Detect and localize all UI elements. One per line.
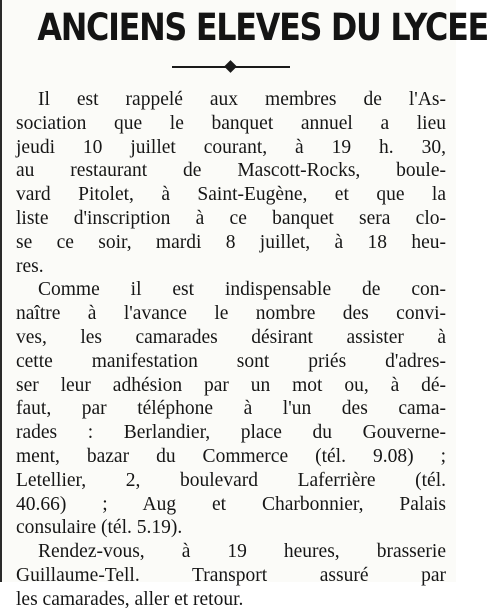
text-line: consulaire (tél. 5.19). [16, 517, 183, 539]
text-line: ves, les camarades désirant assister à [16, 326, 446, 348]
text-line: liste d'inscription à ce banquet sera clo- [16, 207, 446, 229]
text-line: naître à l'avance le nombre des convi- [16, 303, 446, 325]
article-headline: ANCIENS ELEVES DU LYCEE [37, 6, 488, 49]
text-line: res. [16, 255, 44, 277]
text-line: jeudi 10 juillet courant, à 19 h. 30, [16, 136, 446, 158]
ornament-diamond-icon [224, 60, 237, 73]
text-line: faut, par téléphone à l'un des cama- [16, 398, 446, 420]
text-line: Comme il est indispensable de con- [38, 279, 446, 301]
headline-ornament [172, 60, 290, 74]
article-body [16, 88, 446, 612]
text-line: Il est rappelé aux membres de l'As- [38, 89, 446, 110]
text-line: se ce soir, mardi 8 juillet, à 18 heu- [16, 231, 446, 253]
text-line: Letellier, 2, boulevard Laferrière (tél. [16, 469, 446, 491]
text-line: sociation que le banquet annuel a lieu [16, 112, 446, 134]
paragraph-2 [16, 278, 446, 540]
paragraph-1 [16, 88, 446, 278]
text-line: cette manifestation sont priés d'adres- [16, 350, 446, 372]
text-line: ser leur adhésion par un mot ou, à dé- [16, 374, 446, 396]
text-line: les camarades, aller et retour. [16, 588, 244, 610]
text-line: rades : Berlandier, place du Gouverne- [16, 422, 446, 444]
text-line: ment, bazar du Commerce (tél. 9.08) ; [16, 445, 446, 467]
paragraph-3 [16, 540, 446, 611]
text-line: Guillaume-Tell. Transport assuré par [16, 564, 446, 586]
text-line: vard Pitolet, à Saint-Eugène, et que la [16, 184, 446, 206]
text-line: Rendez-vous, à 19 heures, brasserie [38, 541, 446, 563]
text-line: au restaurant de Mascott-Rocks, boule- [16, 160, 446, 182]
text-line: 40.66) ; Aug et Charbonnier, Palais [16, 493, 446, 515]
